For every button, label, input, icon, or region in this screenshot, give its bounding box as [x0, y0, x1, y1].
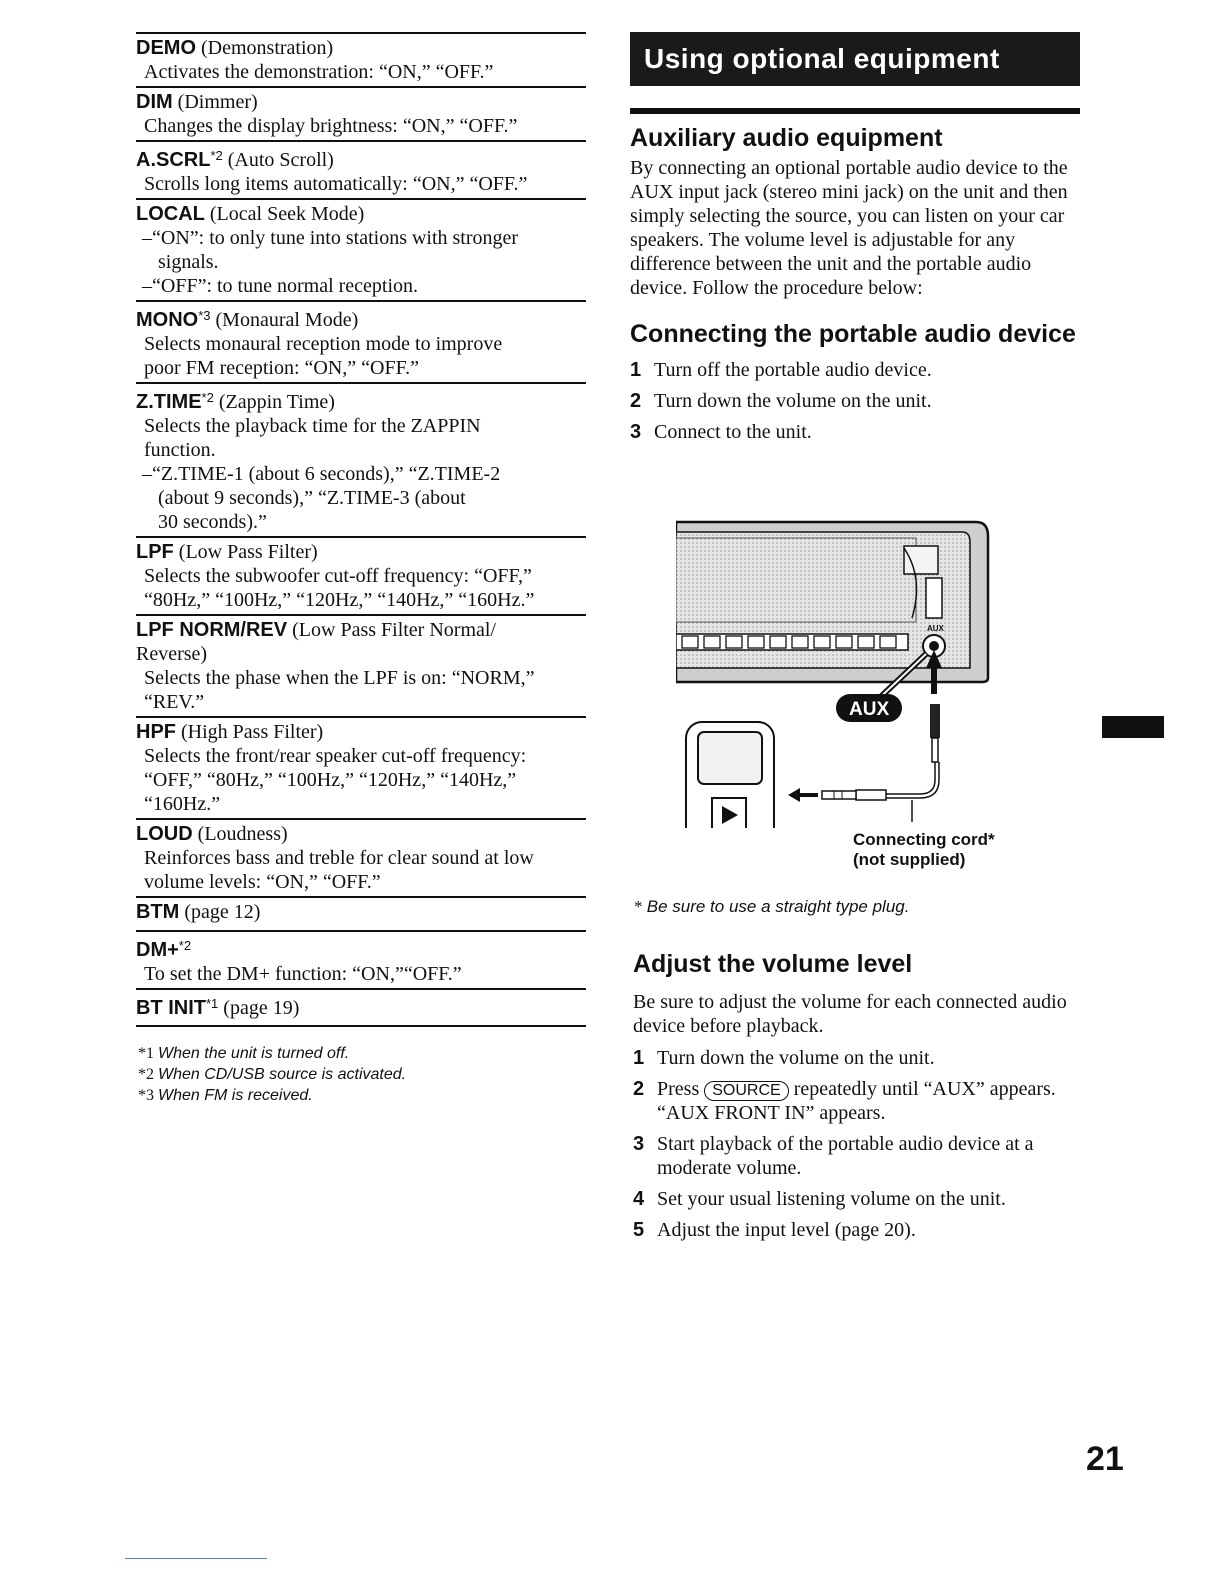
note-star: * — [634, 897, 643, 916]
step-text: Connect to the unit. — [654, 421, 812, 443]
footnote — [138, 1064, 586, 1085]
entry-sup: *2 — [201, 390, 214, 405]
entry-term: A.SCRL — [136, 149, 211, 171]
step-text: Adjust the input level (page 20). — [657, 1219, 916, 1241]
step-text-post: repeatedly until “AUX” appears. — [793, 1078, 1056, 1100]
entry-lpf — [136, 536, 586, 614]
adjust-heading: Adjust the volume level — [633, 950, 913, 978]
entry-term: HPF — [136, 721, 176, 743]
entry-ascrl — [136, 140, 586, 198]
entry-desc: Selects the playback time for the ZAPPIN — [144, 415, 481, 437]
entry-term: DEMO — [136, 37, 196, 59]
adjust-step — [633, 1132, 1083, 1180]
entry-term: BTM — [136, 901, 180, 923]
connect-step — [630, 420, 1080, 444]
step-text: Turn down the volume on the unit. — [654, 390, 932, 412]
entry-desc: “160Hz.” — [144, 793, 221, 815]
entry-desc: “REV.” — [144, 691, 205, 713]
entry-sup: *1 — [206, 996, 219, 1011]
entry-term: LOCAL — [136, 203, 205, 225]
entry-term: BT INIT — [136, 997, 206, 1019]
adjust-steps — [633, 1046, 1083, 1242]
entry-sup: *2 — [178, 938, 192, 953]
section-banner: Using optional equipment — [630, 32, 1080, 86]
adjust-step — [633, 1077, 1083, 1125]
entry-hpf — [136, 716, 586, 818]
footnote-text: When CD/USB source is activated. — [158, 1066, 407, 1083]
entry-desc: Selects the front/rear speaker cut-off frequency: — [144, 745, 527, 767]
entry-dash — [136, 462, 586, 534]
entry-term: MONO — [136, 309, 199, 331]
footnote — [138, 1085, 586, 1106]
entry-loud — [136, 818, 586, 896]
entry-paren: (Low Pass Filter) — [178, 541, 318, 563]
entry-term: LOUD — [136, 823, 193, 845]
step-text: Turn off the portable audio device. — [654, 359, 932, 381]
adjust-step — [633, 1046, 1083, 1070]
aux-badge-text: AUX — [849, 699, 890, 720]
entry-dash-text: –“Z.TIME-1 (about 6 seconds),” “Z.TIME-2 — [142, 463, 501, 485]
step-number: 3 — [633, 1133, 645, 1155]
entry-desc: “OFF,” “80Hz,” “100Hz,” “120Hz,” “140Hz,” — [144, 769, 517, 791]
section-index-tab — [1102, 716, 1164, 738]
entry-desc: To set the DM+ function: “ON,”“OFF.” — [144, 963, 462, 985]
head-unit — [676, 522, 988, 682]
adjust-step — [633, 1218, 1083, 1242]
footnote-text: When the unit is turned off. — [158, 1045, 350, 1062]
entry-desc: Selects monaural reception mode to improve — [144, 333, 503, 355]
note-text: Be sure to use a straight type plug. — [646, 897, 910, 916]
step-number: 3 — [630, 421, 642, 443]
entry-mono — [136, 300, 586, 382]
entry-paren: (Loudness) — [197, 823, 288, 845]
entry-paren: (Dimmer) — [177, 91, 258, 113]
entry-desc: Selects the phase when the LPF is on: “NORM,” — [144, 667, 535, 689]
entry-paren: (page 19) — [223, 997, 300, 1019]
source-key: SOURCE — [704, 1081, 788, 1101]
step-text: Set your usual listening volume on the unit. — [657, 1188, 1006, 1210]
step-text-line2: “AUX FRONT IN” appears. — [657, 1102, 886, 1124]
entry-term: LPF — [136, 541, 174, 563]
entry-dash: –“OFF”: to tune normal reception. — [142, 275, 419, 297]
aux-heading: Auxiliary audio equipment — [630, 124, 943, 152]
entry-dash-text: –“ON”: to only tune into stations with stronger — [142, 227, 519, 249]
step-number: 2 — [633, 1078, 645, 1100]
adjust-paragraph: Be sure to adjust the volume for each connected audio device before playback. — [633, 991, 1067, 1037]
entry-term: Z.TIME — [136, 391, 202, 413]
step-number: 1 — [633, 1047, 645, 1069]
entry-desc: poor FM reception: “ON,” “OFF.” — [144, 357, 420, 379]
entry-term: DIM — [136, 91, 173, 113]
entry-paren-cont: Reverse) — [136, 643, 208, 665]
entry-paren: (Zappin Time) — [218, 391, 335, 413]
step-number: 5 — [633, 1219, 645, 1241]
entry-desc: Scrolls long items automatically: “ON,” “OFF.” — [144, 173, 528, 195]
entry-sup: *3 — [198, 308, 211, 323]
step-number: 2 — [630, 390, 642, 412]
entry-desc: Selects the subwoofer cut-off frequency: “OFF,” — [144, 565, 532, 587]
settings-list — [136, 32, 586, 1106]
portable-audio-device — [686, 722, 774, 828]
step-text: Turn down the volume on the unit. — [657, 1047, 935, 1069]
entry-paren: (Auto Scroll) — [227, 149, 334, 171]
step-text: Start playback of the portable audio device at a moderate volume. — [657, 1133, 1034, 1179]
entry-paren: (Local Seek Mode) — [209, 203, 365, 225]
cord-label — [853, 830, 995, 870]
entry-dash — [136, 226, 586, 274]
entry-ztime — [136, 382, 586, 536]
entry-btm — [136, 896, 586, 930]
entry-paren: (Demonstration) — [201, 37, 334, 59]
entry-desc: “80Hz,” “100Hz,” “120Hz,” “140Hz,” “160Hz.” — [144, 589, 535, 611]
jack-label: AUX — [927, 624, 944, 633]
entry-desc: Reinforces bass and treble for clear sound at low — [144, 847, 534, 869]
cord-label-line2: (not supplied) — [853, 850, 966, 869]
car-unit-diagram — [676, 518, 1016, 828]
optional-equipment-section — [630, 32, 1080, 451]
entry-bt-init — [136, 988, 586, 1027]
step-number: 1 — [630, 359, 642, 381]
footnote-mark: *1 — [138, 1045, 154, 1062]
entry-paren: (Monaural Mode) — [215, 309, 359, 331]
connect-step — [630, 358, 1080, 382]
entry-desc: volume levels: “ON,” “OFF.” — [144, 871, 381, 893]
entry-lpf-norm-rev — [136, 614, 586, 716]
section-rule — [630, 108, 1080, 114]
cord-label-line1: Connecting cord* — [853, 830, 995, 849]
step-text-pre: Press — [657, 1078, 700, 1100]
page-number: 21 — [1086, 1440, 1124, 1478]
plug-note — [634, 897, 909, 917]
connect-steps — [630, 358, 1080, 444]
entry-desc: Activates the demonstration: “ON,” “OFF.” — [144, 61, 494, 83]
entry-dim — [136, 86, 586, 140]
adjust-volume-section — [633, 940, 1083, 1249]
entry-sup: *2 — [210, 148, 223, 163]
entry-dash-cont: (about 9 seconds),” “Z.TIME-3 (about — [158, 487, 466, 509]
connection-illustration — [676, 518, 1016, 878]
step-number: 4 — [633, 1188, 645, 1210]
connect-step — [630, 389, 1080, 413]
entry-demo — [136, 32, 586, 86]
footnote-mark: *2 — [138, 1066, 154, 1083]
entry-paren: (High Pass Filter) — [181, 721, 324, 743]
entry-dm-plus — [136, 930, 586, 988]
entry-paren: (Low Pass Filter Normal/ — [292, 619, 496, 641]
entry-local — [136, 198, 586, 300]
footnote-text: When FM is received. — [158, 1087, 313, 1104]
entry-term: LPF NORM/REV — [136, 619, 288, 641]
adjust-step — [633, 1187, 1083, 1211]
entry-desc: function. — [144, 439, 216, 461]
aux-paragraph: By connecting an optional portable audio device to the AUX input jack (stereo mini jack) on the unit and then simply selecting the source, you can listen on your car speakers. The volume level is adjustable for any difference between the unit and the portable audio device. Follow the procedure below: — [630, 157, 1068, 299]
bottom-rule — [125, 1558, 267, 1559]
entry-term: DM+ — [136, 939, 179, 961]
footnote-mark: *3 — [138, 1087, 154, 1104]
connect-heading: Connecting the portable audio device — [630, 320, 1076, 348]
entry-paren: (page 12) — [184, 901, 261, 923]
footnotes — [136, 1043, 586, 1106]
footnote — [138, 1043, 586, 1064]
entry-dash-cont: signals. — [158, 251, 219, 273]
entry-desc: Changes the display brightness: “ON,” “OFF.” — [144, 115, 518, 137]
entry-dash-cont: 30 seconds).” — [158, 511, 267, 533]
